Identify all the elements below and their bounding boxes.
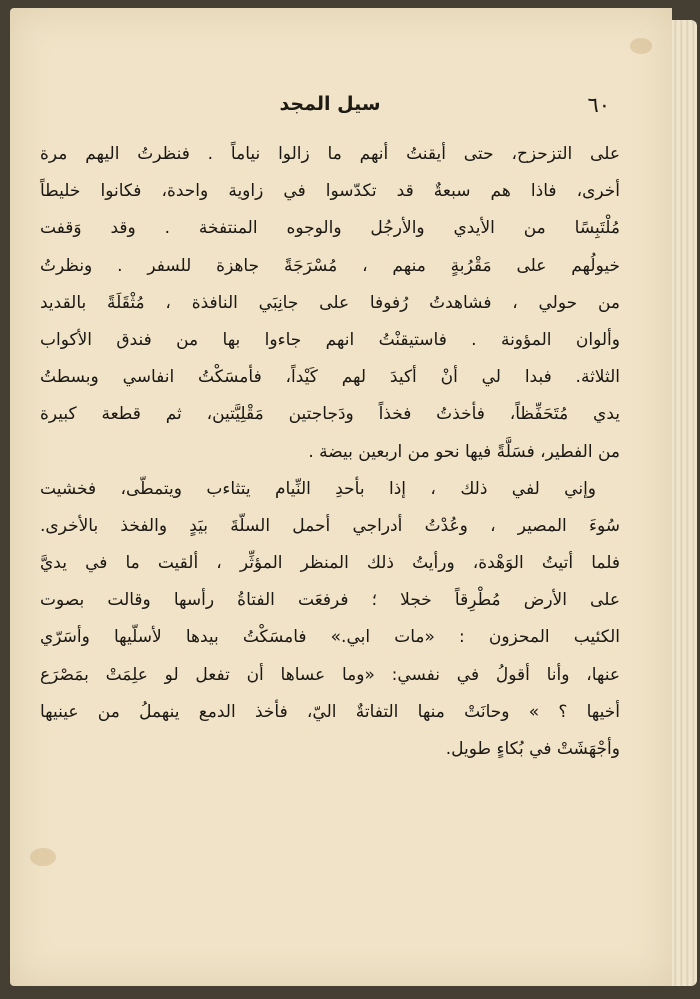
page-number: ٦٠ bbox=[587, 93, 610, 117]
text-line: الثلاثة. فبدا لي أنْ أكيدَ لهم كَيْداً، فأمسَكْتُ انفاسي وبسطتُ bbox=[40, 367, 620, 388]
text-line: سُوءَ المصير ، وعُدْتُ أدراجي أحمل السلّةَ بيَدٍ والفخذ بالأخرى. bbox=[40, 515, 620, 536]
text-line: عنها، وأنا أقولُ في نفسي: «وما عساها أن تفعل لو علِمَتْ بمَصْرَع bbox=[40, 664, 620, 685]
text-line: أخرى، فاذا هم سبعةٌ قد تكدّسوا في زاوية واحدة، فكانوا خليطاً bbox=[40, 181, 620, 202]
body-text bbox=[40, 136, 620, 768]
page-header bbox=[50, 93, 610, 123]
page-content bbox=[10, 8, 650, 986]
page bbox=[10, 8, 672, 986]
text-line: الكئيب المحزون : «مات ابي.» فامسَكْتُ بيدها لأسلّيها وأسَرّي bbox=[40, 627, 620, 648]
running-title: سيل المجد bbox=[279, 93, 381, 115]
text-line: وأجْهَشَتْ في بُكاءٍ طويل. bbox=[445, 739, 620, 759]
text-line: على التزحزح، حتى أيقنتُ أنهم ما زالوا نياماً . فنظرتُ اليهم مرة bbox=[40, 144, 620, 164]
text-line: من حولي ، فشاهدتُ رُفوفا على جانِبَي النافذة ، مُثْقَلَةً بالقديد bbox=[40, 292, 620, 313]
text-line: فلما أتيتُ الوَهْدة، ورأيتُ ذلك المنظر المؤثِّر ، ألقيت ما في يديَّ bbox=[40, 553, 620, 574]
paragraph-2 bbox=[40, 471, 620, 769]
text-line: من الفطير، فسَلَّةً فيها نحو من اربعين بيضة . bbox=[308, 441, 620, 462]
text-line: وإني لفي ذلك ، إذا بأحدِ النِّيام يتثاءب ويتمطّى، فخشيت bbox=[40, 478, 596, 499]
text-line: وألوان المؤونة . فاستيقنْتُ انهم جاءوا بها من فندق الأكواب bbox=[40, 329, 620, 350]
text-line: أخيها ؟ » وحانَتْ منها التفاتةٌ اليّ، فأخذ الدمع ينهملُ من عينيها bbox=[40, 701, 620, 722]
paragraph-1 bbox=[40, 136, 620, 471]
text-line: على الأرض مُطْرِقاً خجلا ؛ فرفعَت الفتاةُ رأسها وقالت بصوت bbox=[40, 590, 620, 611]
text-line: خيولُهم على مَقْرُبةٍ منهم ، مُسْرَجَةً جاهزة للسفر . ونظرتُ bbox=[40, 255, 620, 276]
text-line: يدي مُتَحَفِّظاً، فأخذتُ فخذاً ودَجاجتين مَقْلِيَّتين، ثم قطعة كبيرة bbox=[40, 404, 620, 425]
text-line: مُلْتَبِسًا من الأيدي والأرجُل والوجوه المنتفخة . وقد وَقفت bbox=[40, 218, 620, 239]
